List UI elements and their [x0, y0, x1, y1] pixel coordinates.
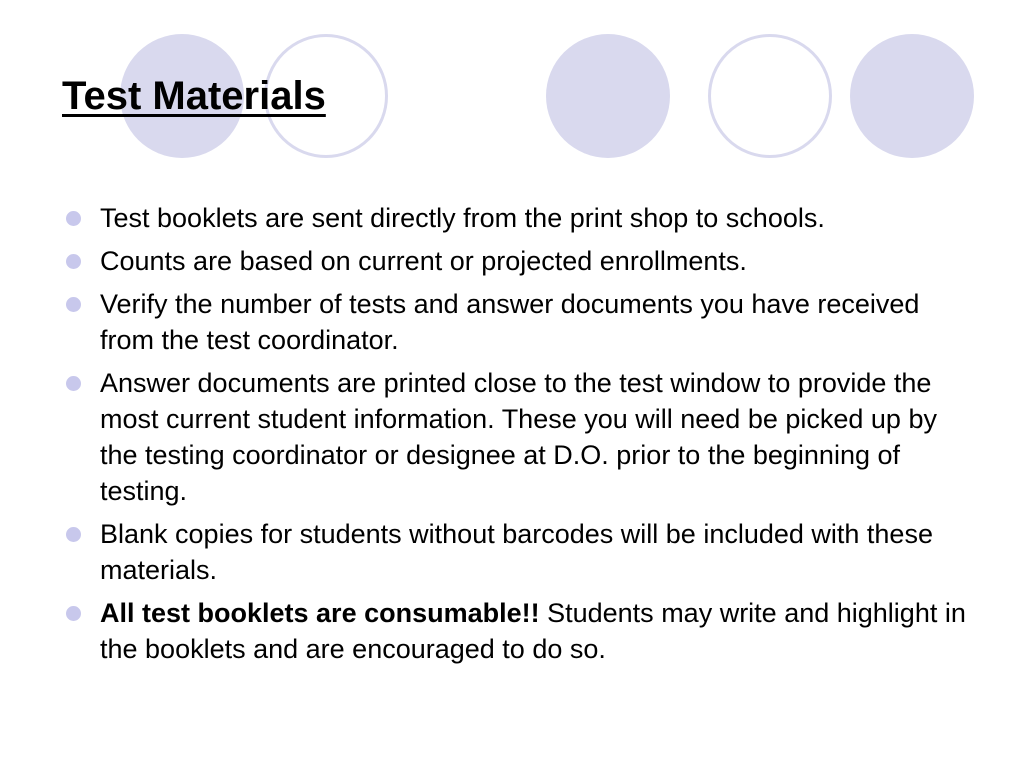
- bullet-dot-icon: [66, 297, 81, 312]
- bullet-text: Verify the number of tests and answer documents you have received from the test coordinator.: [100, 289, 920, 355]
- bullet-item: [62, 516, 972, 588]
- bullet-dot-icon: [66, 376, 81, 391]
- bullet-item: [62, 200, 972, 236]
- bullet-text: Answer documents are printed close to the test window to provide the most current student information. These you will need be picked up by the testing coordinator or designee at D.O. prior to the beginning of testing.: [100, 368, 937, 506]
- bullet-emphasis: All test booklets are consumable!!: [100, 598, 540, 628]
- bullet-dot-icon: [66, 606, 81, 621]
- bullet-text: Test booklets are sent directly from the print shop to schools.: [100, 203, 825, 233]
- bullet-item: [62, 286, 972, 358]
- bullet-item: [62, 243, 972, 279]
- decorative-circle-filled: [546, 34, 670, 158]
- bullet-list: [62, 200, 972, 674]
- bullet-text: Students may write and highlight in the booklets and are encouraged to do so.: [100, 598, 966, 664]
- bullet-item: [62, 595, 972, 667]
- bullet-text: Blank copies for students without barcodes will be included with these materials.: [100, 519, 933, 585]
- bullet-text: Counts are based on current or projected enrollments.: [100, 246, 747, 276]
- bullet-item: [62, 365, 972, 509]
- bullet-dot-icon: [66, 211, 81, 226]
- decorative-circle-outline: [708, 34, 832, 158]
- slide-title: Test Materials: [62, 74, 326, 118]
- decorative-circle-filled: [850, 34, 974, 158]
- bullet-dot-icon: [66, 254, 81, 269]
- bullet-dot-icon: [66, 527, 81, 542]
